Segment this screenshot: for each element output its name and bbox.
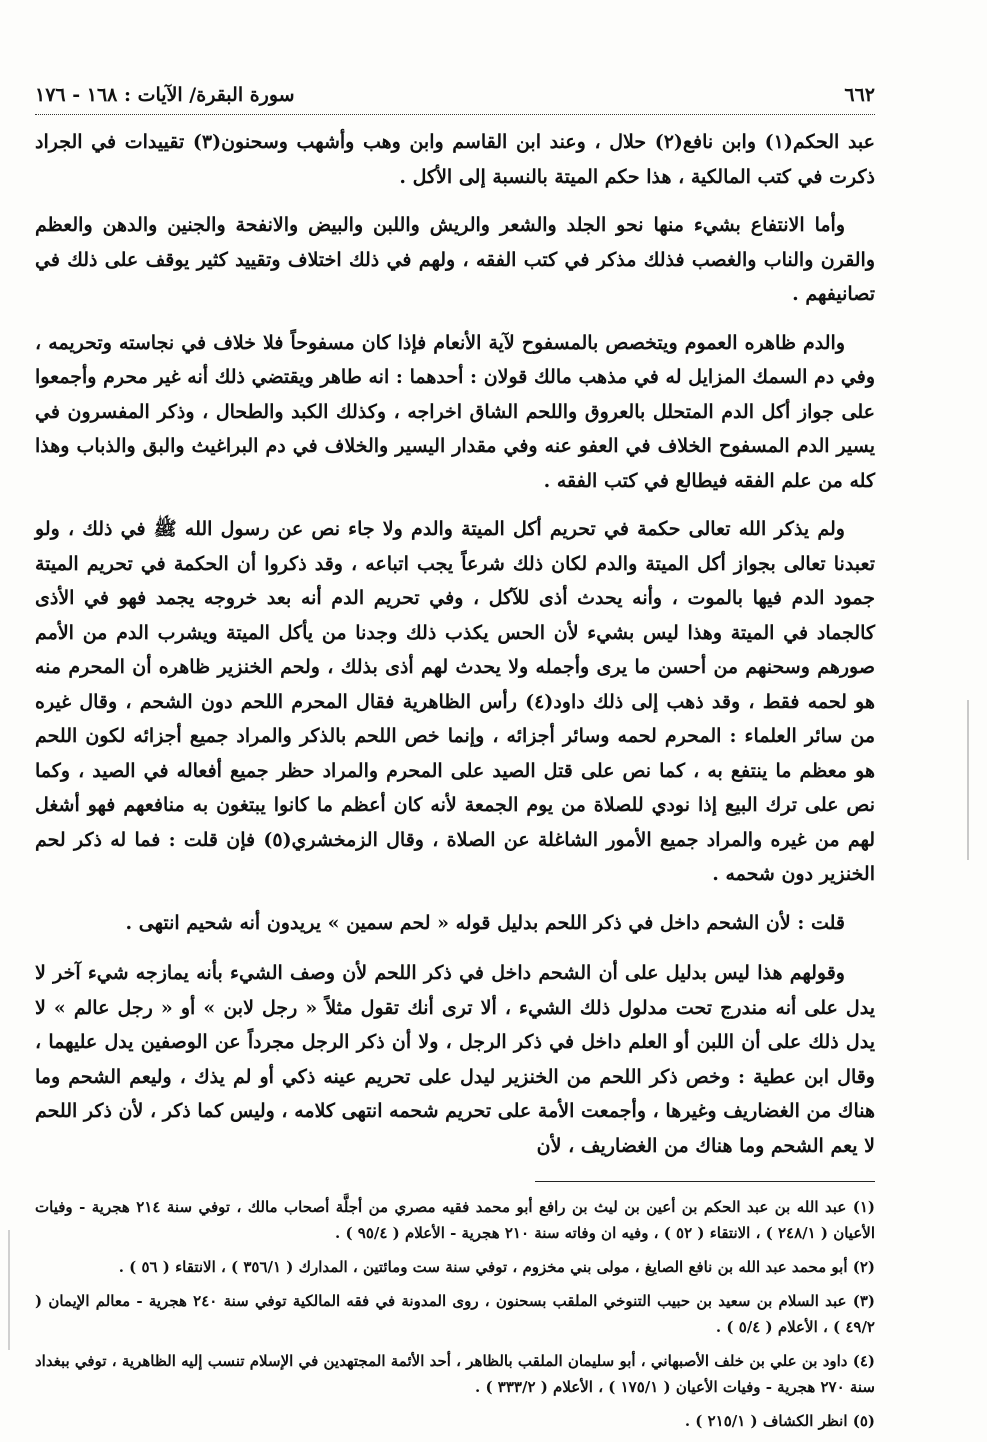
scan-edge-mark [967,700,969,860]
scan-edge-mark [8,1230,10,1350]
running-header [35,84,875,115]
footnote-divider [535,1181,875,1182]
paragraph: وأما الانتفاع بشيء منها نحو الجلد والشعر والريش واللبن والبيض والانفحة والجنين والدهن والعظم والقرن والناب والغصب فذلك مذكر في كتب الفقه ، ولهم في ذلك اختلاف وتقييد كثير يوقف على ذلك في تصانيفهم . [35,214,875,305]
paragraph: وقولهم هذا ليس بدليل على أن الشحم داخل في ذكر اللحم لأن وصف الشيء بأنه يمازجه شيء آخر لا يدل على أنه مندرج تحت مدلول ذلك الشيء ، ألا ترى أنك تقول مثلاً « رجل لابن » أو « رجل عالم » لا يدل ذلك على أن اللبن أو العلم داخل في ذكر الرجل ، ولا أن ذكر الرجل مجرداً عن الوصفين يدل عليهما ، وقال ابن عطية : وخص ذكر اللحم من الخنزير ليدل على تحريم عينه ذكي أو لم يذك ، وليعم الشحم وما هناك من الغضاريف وغيرها ، وأجمعت الأمة على تحريم شحمه انتهى كلامه ، وليس كما ذكر ، لأن ذكر اللحم لا يعم الشحم وما هناك من الغضاريف ، لأن [35,962,875,1157]
paragraph: والدم ظاهره العموم ويتخصص بالمسفوح لآية الأنعام فإذا كان مسفوحاً فلا خلاف في نجاسته وتحريمه ، وفي دم السمك المزايل له في مذهب مالك قولان : أحدهما : انه طاهر ويقتضي ذلك أنه غير محرم وأجمعوا على جواز أكل الدم المتحلل بالعروق واللحم الشاق اخراجه ، وكذلك الكبد والطحال ، وذكر المفسرون في يسير الدم المسفوح الخلاف في العفو عنه وفي مقدار اليسير والخلاف في دم البراغيث والبق والذباب وهذا كله من علم الفقه فيطالع في كتب الفقه . [35,331,875,492]
paragraph: عبد الحكم(١) وابن نافع(٢) حلال ، وعند ابن القاسم وابن وهب وأشهب وسحنون(٣) تقييدات في الجراد ذكرت في كتب المالكية ، هذا حكم الميتة بالنسبة إلى الأكل . [35,131,875,188]
footnote: (٤) داود بن علي بن خلف الأصبهاني ، أبو سليمان الملقب بالظاهر ، أحد الأئمة المجتهدين في الإسلام تنسب إليه الظاهرية ، توفي ببغداد سنة ٢٧٠ هجرية - وفيات الأعيان ( ١٧٥/١ ) ، الأعلام ( ٣٣٣/٢ ) . [35,1352,875,1396]
footnote: (٣) عبد السلام بن سعيد بن حبيب التنوخي الملقب بسحنون ، روى المدونة في فقه المالكية توفي سنة ٢٤٠ هجرية - معالم الإيمان ( ٤٩/٢ ) ، الأعلام ( ٥/٤ ) . [35,1292,875,1336]
footnote: (٢) أبو محمد عبد الله بن نافع الصايغ ، مولى بني مخزوم ، توفي سنة ست ومائتين ، المدارك ( ٣٥٦/١ ) ، الانتقاء ( ٥٦ ) . [118,1258,875,1276]
main-text [35,125,875,1163]
header-title: سورة البقرة/ الآيات : ١٦٨ - ١٧٦ [35,84,295,106]
footnotes [35,1194,875,1434]
document-page [35,84,875,1442]
paragraph: ولم يذكر الله تعالى حكمة في تحريم أكل الميتة والدم ولا جاء نص عن رسول الله ﷺ في ذلك ، ولو تعبدنا تعالى بجواز أكل الميتة والدم لكان ذلك شرعاً يجب اتباعه ، وقد ذكروا أن الحكمة في تحريم الميتة جمود الدم فيها بالموت ، وأنه يحدث أذى للآكل ، وفي تحريم الدم أنه بعد خروجه يجمد فهو في الأذى كالجماد في الميتة وهذا ليس بشيء لأن الحس يكذب ذلك وجدنا من يأكل الميتة ويشرب الدم من الأمم صورهم وسحنهم من أحسن ما يرى وأجمله ولا يحدث لهم أذى بذلك ، ولحم الخنزير ظاهره أن المحرم منه هو لحمه فقط ، وقد ذهب إلى ذلك داود(٤) رأس الظاهرية فقال المحرم اللحم دون الشحم ، وقال غيره من سائر العلماء : المحرم لحمه وسائر أجزائه ، وإنما خص اللحم بالذكر والمراد جميع أجزائه لكون اللحم هو معظم ما ينتفع به ، كما نص على قتل الصيد على المحرم والمراد حظر جميع أفعاله في الصيد ، وكما نص على ترك البيع إذا نودي للصلاة من يوم الجمعة لأنه كان أعظم ما كانوا يبتغون به منافعهم فهو أشغل لهم من غيره والمراد جميع الأمور الشاغلة عن الصلاة ، وقال الزمخشري(٥) فإن قلت : فما له ذكر لحم الخنزير دون شحمه . [35,518,876,885]
footnote: (١) عبد الله بن عبد الحكم بن أعين بن ليث بن رافع أبو محمد فقيه مصري من أجلَّة أصحاب مالك ، توفي سنة ٢١٤ هجرية - وفيات الأعيان ( ٢٤٨/١ ) ، الانتقاء ( ٥٢ ) ، وفيه ان وفاته سنة ٢١٠ هجرية - الأعلام ( ٩٥/٤ ) . [35,1198,875,1242]
paragraph: قلت : لأن الشحم داخل في ذكر اللحم بدليل قوله « لحم سمين » يريدون أنه شحيم انتهى . [125,911,845,934]
footnote: (٥) انظر الكشاف ( ٢١٥/١ ) . [684,1412,875,1430]
page-number: ٦٦٢ [844,84,875,106]
